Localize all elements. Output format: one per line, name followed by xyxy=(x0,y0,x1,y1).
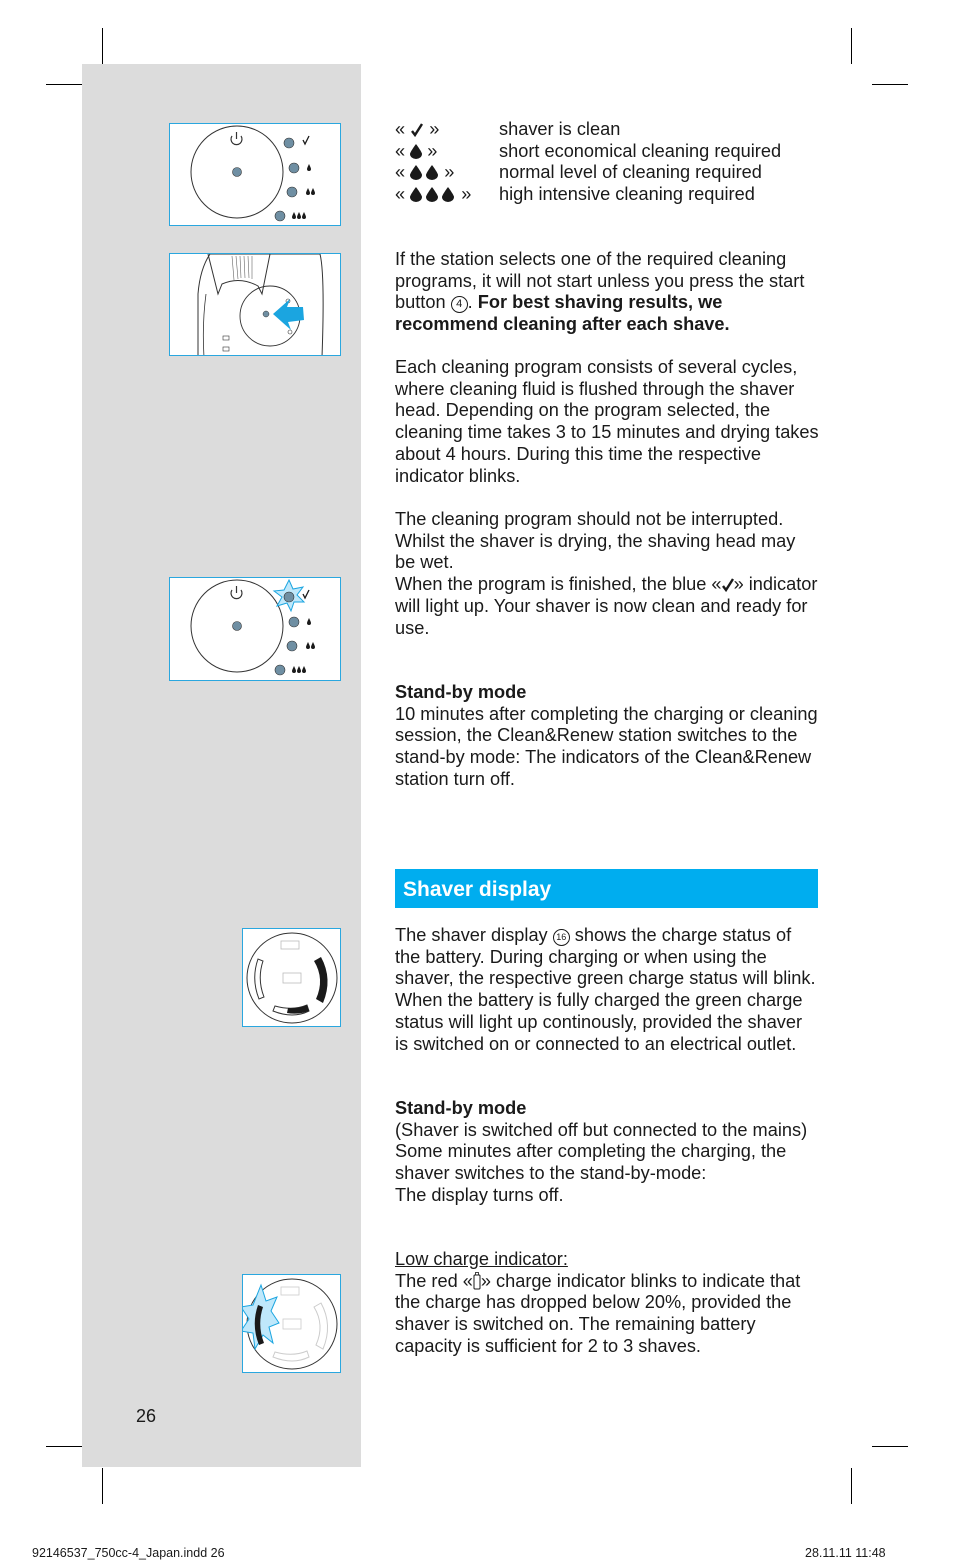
crop-mark xyxy=(46,1446,82,1447)
crop-mark xyxy=(102,28,103,64)
station-indicators-figure xyxy=(169,123,341,226)
battery-icon xyxy=(473,1272,481,1290)
indicator-legend xyxy=(395,119,820,206)
legend-row: « » normal level of cleaning required xyxy=(395,162,762,183)
shaver-display-paragraph: The shaver display 16 shows the charge status of the battery. During charging or when using the shaver, the respective green charge status will blink. When the battery is fully charged the green charge status will light up continously, provided the shaver is switched on or connected to an electrical outlet. xyxy=(395,925,816,1054)
legend-text: short economical cleaning required xyxy=(499,140,782,161)
press-arrow-icon xyxy=(273,299,304,330)
page-number: 26 xyxy=(136,1406,157,1426)
two-drops-icon xyxy=(410,165,439,180)
checkmark-icon xyxy=(410,123,424,137)
low-charge-figure xyxy=(242,1274,341,1373)
legend-row: « » high intensive cleaning required xyxy=(395,184,755,205)
cleaning-cycles-paragraph: Each cleaning program consists of several cycles, where cleaning fluid is flushed through the shaver head. Depending on the program selected, the cleaning time takes 3 to 15 minutes and drying takes about 4 hours. During this time the respective indicator blinks. xyxy=(395,357,819,486)
start-button-press-figure xyxy=(169,253,341,356)
two-drops-icon xyxy=(306,188,315,195)
three-drops-icon xyxy=(410,187,456,202)
power-icon xyxy=(231,132,242,145)
checkmark-icon xyxy=(722,578,734,592)
shaver-standby-paragraph: Stand-by mode (Shaver is switched off but connected to the mains) Some minutes after completing the charging, the shaver switches to the stand-by-mode: The display turns off. xyxy=(395,1098,808,1205)
legend-row: « » shaver is clean xyxy=(395,119,621,139)
crop-mark xyxy=(872,1446,908,1447)
clean-indicator-blinking-figure xyxy=(169,577,341,681)
reference-number: 4 xyxy=(451,296,468,313)
three-drops-icon xyxy=(292,212,306,219)
footer-filename: 92146537_750cc-4_Japan.indd 26 xyxy=(32,1546,225,1560)
crop-mark xyxy=(851,1468,852,1504)
low-charge-paragraph: Low charge indicator: The red « » charge indicator blinks to indicate that the charge has dropped below 20%, provided the shaver is switched on. The remaining battery capacity is sufficient for 2 to 3 shaves. xyxy=(395,1249,801,1356)
crop-mark xyxy=(872,84,908,85)
reference-number: 16 xyxy=(553,929,570,946)
footer-timestamp: 28.11.11 11:48 xyxy=(805,1546,886,1560)
start-program-paragraph: If the station selects one of the required cleaning programs, it will not start unless you press the start button 4 . For best shaving results, we recommend cleaning after each shave. xyxy=(395,249,805,335)
crop-mark xyxy=(851,28,852,64)
crop-mark xyxy=(46,84,82,85)
shaver-display-figure xyxy=(242,928,341,1027)
legend-text: normal level of cleaning required xyxy=(499,162,762,183)
interrupt-paragraph: The cleaning program should not be interrupted. Whilst the shaver is drying, the shaving head may be wet. When the program is finished, the blue « » indicator will light up. Your shaver is now clean and ready for use. xyxy=(395,509,818,638)
start-button-indicator xyxy=(233,168,242,177)
one-drop-icon xyxy=(307,164,311,171)
low-charge-heading: Low charge indicator: xyxy=(395,1249,568,1269)
section-heading: Shaver display xyxy=(395,869,818,908)
standby-heading: Stand-by mode xyxy=(395,1098,527,1118)
one-drop-icon xyxy=(410,144,422,159)
standby-heading: Stand-by mode xyxy=(395,682,527,702)
legend-row: « » short economical cleaning required xyxy=(395,140,782,161)
station-standby-paragraph: Stand-by mode 10 minutes after completing the charging or cleaning session, the Clean&Renew station switches to the stand-by mode: The indicators of the Clean&Renew station turn off. xyxy=(395,682,818,789)
crop-mark xyxy=(102,1468,103,1504)
legend-text: high intensive cleaning required xyxy=(499,184,755,205)
checkmark-icon xyxy=(303,136,309,144)
legend-text: shaver is clean xyxy=(499,119,621,139)
